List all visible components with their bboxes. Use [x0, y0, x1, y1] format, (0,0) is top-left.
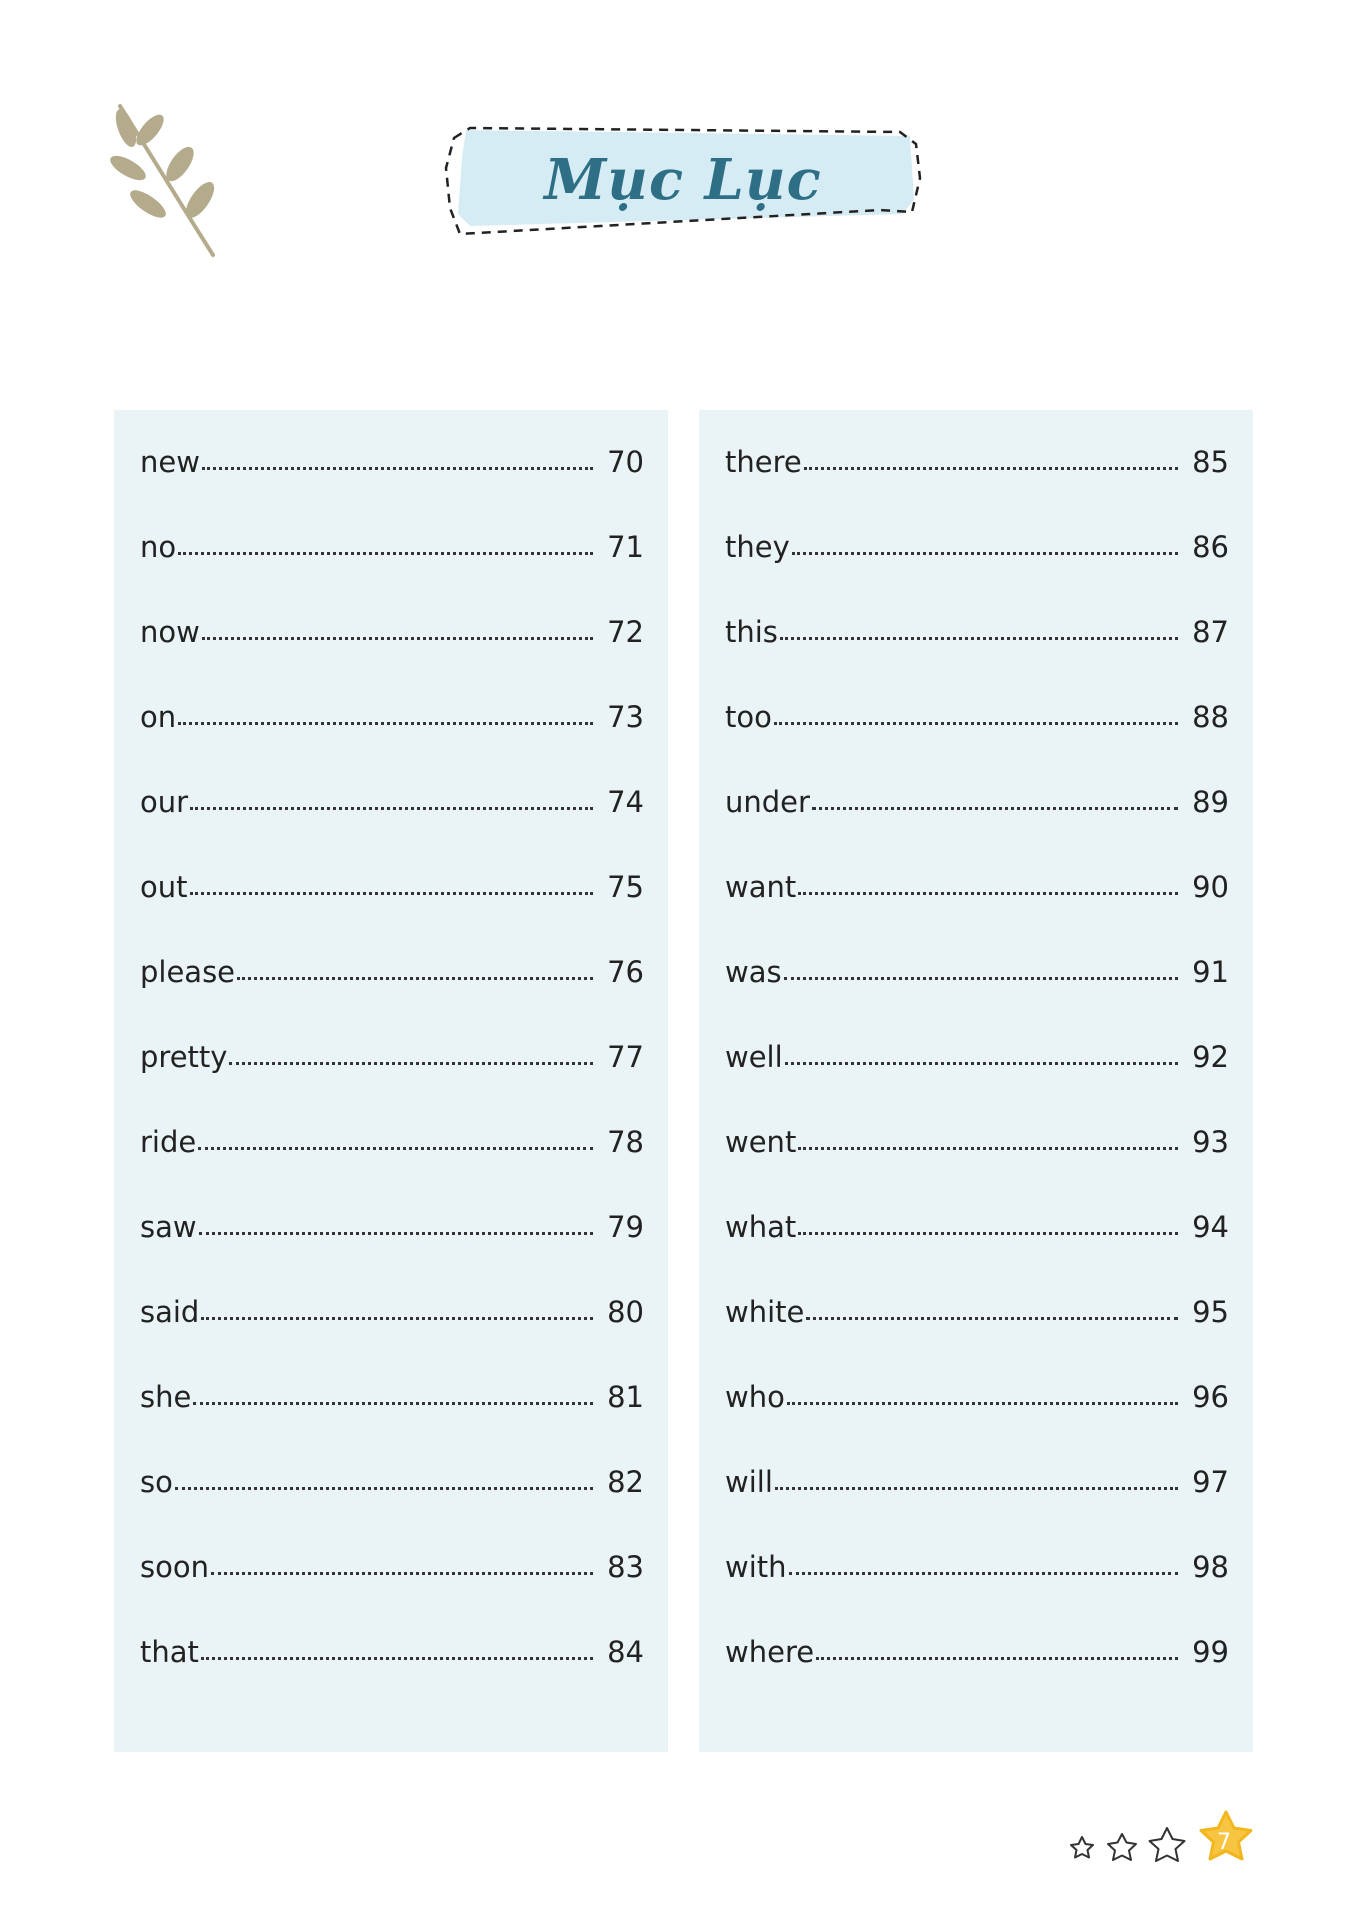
leaf-sprig-icon	[108, 100, 218, 260]
dot-leader	[237, 977, 593, 980]
dot-leader	[211, 1572, 593, 1575]
toc-entry	[140, 870, 644, 920]
toc-entry-word: on	[140, 700, 177, 734]
dot-leader	[199, 1232, 593, 1235]
toc-entry-word: new	[140, 445, 200, 479]
toc-entry-word: was	[725, 955, 782, 989]
toc-entry-page: 96	[1192, 1380, 1229, 1414]
toc-entry	[725, 1040, 1229, 1090]
toc-entry	[140, 955, 644, 1005]
toc-entry-page: 85	[1192, 445, 1229, 479]
toc-entry-word: now	[140, 615, 200, 649]
toc-entry-word: went	[725, 1125, 797, 1159]
toc-entry-page: 74	[607, 785, 644, 819]
toc-entry-page: 76	[607, 955, 644, 989]
toc-entry	[725, 530, 1229, 580]
toc-entry	[725, 1295, 1229, 1345]
dot-leader	[792, 552, 1178, 555]
toc-entry-page: 71	[607, 530, 644, 564]
page-number: 7	[1217, 1830, 1231, 1855]
toc-entry	[725, 1210, 1229, 1260]
dot-leader	[175, 1487, 593, 1490]
toc-entry	[725, 955, 1229, 1005]
dot-leader	[178, 552, 593, 555]
toc-entry-word: white	[725, 1295, 805, 1329]
toc-entry	[140, 1380, 644, 1430]
toc-entry-word: soon	[140, 1550, 209, 1584]
dot-leader	[201, 1317, 593, 1320]
dot-leader	[806, 1317, 1178, 1320]
toc-entry-page: 95	[1192, 1295, 1229, 1329]
toc-entry-word: our	[140, 785, 189, 819]
dot-leader	[178, 722, 593, 725]
toc-entry	[140, 1635, 644, 1685]
toc-entry	[140, 1295, 644, 1345]
dot-leader	[190, 892, 594, 895]
title-banner	[440, 118, 926, 242]
toc-entry-word: out	[140, 870, 188, 904]
toc-entry-page: 88	[1192, 700, 1229, 734]
dot-leader	[202, 467, 593, 470]
toc-entry-word: with	[725, 1550, 787, 1584]
dot-leader	[780, 637, 1178, 640]
toc-entry	[140, 1465, 644, 1515]
toc-entry-page: 86	[1192, 530, 1229, 564]
dot-leader	[816, 1657, 1178, 1660]
toc-entry-page: 93	[1192, 1125, 1229, 1159]
toc-entry-page: 83	[607, 1550, 644, 1584]
dot-leader	[789, 1572, 1179, 1575]
toc-entry-page: 91	[1192, 955, 1229, 989]
dot-leader	[193, 1402, 593, 1405]
toc-entry	[140, 1040, 644, 1090]
toc-entry-page: 89	[1192, 785, 1229, 819]
dot-leader	[785, 1062, 1178, 1065]
toc-entry-page: 84	[607, 1635, 644, 1669]
toc-entry	[140, 615, 644, 665]
dot-leader	[798, 1147, 1178, 1150]
toc-entry-word: too	[725, 700, 772, 734]
toc-entry-page: 82	[607, 1465, 644, 1499]
toc-entry-word: said	[140, 1295, 200, 1329]
dot-leader	[229, 1062, 593, 1065]
toc-entry-page: 80	[607, 1295, 644, 1329]
toc-entry-page: 73	[607, 700, 644, 734]
toc-entry-word: who	[725, 1380, 785, 1414]
toc-entry-word: no	[140, 530, 177, 564]
dot-leader	[798, 1232, 1178, 1235]
dot-leader	[774, 722, 1178, 725]
toc-entry-page: 78	[607, 1125, 644, 1159]
toc-entry	[725, 1550, 1229, 1600]
toc-entry-page: 87	[1192, 615, 1229, 649]
toc-entry-word: please	[140, 955, 236, 989]
dot-leader	[198, 1147, 593, 1150]
toc-entry-word: she	[140, 1380, 192, 1414]
toc-entry-word: what	[725, 1210, 797, 1244]
toc-column-left	[114, 410, 668, 1752]
toc-entry-word: this	[725, 615, 778, 649]
dot-leader	[812, 807, 1178, 810]
toc-entry-page: 70	[607, 445, 644, 479]
toc-entry	[140, 785, 644, 835]
toc-entry-page: 79	[607, 1210, 644, 1244]
toc-entry	[140, 445, 644, 495]
toc-entry-word: they	[725, 530, 790, 564]
dot-leader	[201, 1657, 593, 1660]
dot-leader	[787, 1402, 1178, 1405]
toc-entry-page: 77	[607, 1040, 644, 1074]
dot-leader	[784, 977, 1178, 980]
toc-entry-page: 97	[1192, 1465, 1229, 1499]
toc-entry-word: saw	[140, 1210, 197, 1244]
toc-entry	[140, 1125, 644, 1175]
toc-entry-word: where	[725, 1635, 815, 1669]
toc-entry	[725, 870, 1229, 920]
toc-entry	[725, 785, 1229, 835]
toc-entry	[725, 445, 1229, 495]
toc-entry	[140, 1550, 644, 1600]
dot-leader	[190, 807, 593, 810]
toc-entry-page: 90	[1192, 870, 1229, 904]
toc-entry	[725, 1635, 1229, 1685]
dot-leader	[775, 1487, 1178, 1490]
toc-entry	[140, 1210, 644, 1260]
toc-entry-page: 92	[1192, 1040, 1229, 1074]
toc-entry-word: want	[725, 870, 797, 904]
toc-entry-word: that	[140, 1635, 199, 1669]
toc-entry	[725, 1125, 1229, 1175]
toc-column-right	[699, 410, 1253, 1752]
toc-entry-page: 75	[607, 870, 644, 904]
dot-leader	[202, 637, 593, 640]
toc-entry	[725, 1380, 1229, 1430]
toc-entry-page: 98	[1192, 1550, 1229, 1584]
toc-entry	[725, 615, 1229, 665]
toc-entry	[725, 1465, 1229, 1515]
toc-entry-word: under	[725, 785, 810, 819]
toc-entry-word: will	[725, 1465, 773, 1499]
toc-entry-word: well	[725, 1040, 783, 1074]
toc-entry-word: so	[140, 1465, 173, 1499]
toc-entry-word: pretty	[140, 1040, 228, 1074]
toc-entry-word: there	[725, 445, 802, 479]
toc-entry	[140, 700, 644, 750]
page-title: Mục Lục	[544, 147, 822, 213]
toc-entry-page: 72	[607, 615, 644, 649]
toc-entry-page: 81	[607, 1380, 644, 1414]
toc-entry-page: 99	[1192, 1635, 1229, 1669]
toc-entry	[140, 530, 644, 580]
toc-entry-page: 94	[1192, 1210, 1229, 1244]
toc-entry-word: ride	[140, 1125, 197, 1159]
toc-entry	[725, 700, 1229, 750]
dot-leader	[798, 892, 1178, 895]
dot-leader	[804, 467, 1178, 470]
